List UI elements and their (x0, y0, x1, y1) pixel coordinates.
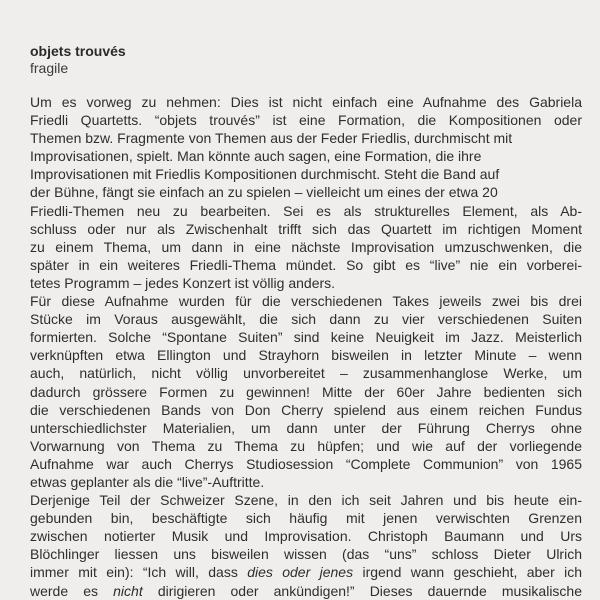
line-text: Improvisationen, spielt. Man könnte auch sagen, eine Formation, die ihre (30, 148, 482, 165)
text-line (30, 256, 582, 274)
line-text: die verschiedenen Bands von Don Cherry spielend aus einem reichen Fundus (30, 401, 582, 418)
line-text: Themen bzw. Fragmente von Themen aus der Feder Friedlis, durchmischt mit (30, 130, 513, 147)
text-line (30, 147, 582, 165)
text-line (30, 437, 582, 455)
document-title: objets trouvés (30, 43, 126, 59)
text-line (30, 419, 582, 437)
text-line (30, 310, 582, 328)
line-text: dirigieren oder ankündigen!” Dieses dauernde musikalische (142, 582, 582, 599)
line-text: etwas geplanter als die “live”-Auftritte. (30, 473, 265, 490)
text-line (30, 346, 582, 364)
line-text: Stücke im Voraus ausgewählt, die sich dann zu vier verschiedenen Suiten (30, 311, 582, 328)
line-text: irgend wann geschieht, aber ich (353, 564, 583, 581)
line-text: Für diese Aufnahme wurden für die verschiedenen Takes jeweils zwei bis drei (30, 293, 582, 310)
line-text: immer mit ein): “Ich will, dass (30, 564, 248, 581)
emphasis-text: nicht (113, 582, 143, 599)
line-text: formierten. Solche “Spontane Suiten” sind keine Neuigkeit im Jazz. Meisterlich (30, 329, 582, 346)
line-text: verknüpften etwa Ellington und Strayhorn bisweilen in letzter Minute – wenn (30, 347, 582, 364)
line-text: unterschiedlichster Materialien, um dann unter der Führung Cherrys ohne (30, 419, 582, 436)
text-line (30, 220, 582, 238)
line-text: schluss oder nur als Zwischenhalt trifft sich das Quartett im richtigen Moment (30, 220, 582, 237)
line-text: auch, natürlich, nicht völlig unvorbereitet – zusammenhanglose Werke, um (30, 365, 582, 382)
line-text: gebunden bin, beschäftigte sich häufig mit jenen verwischten Grenzen (30, 510, 582, 527)
text-line (30, 383, 582, 401)
text-line (30, 491, 582, 509)
text-line (30, 545, 582, 563)
text-line (30, 93, 582, 111)
line-text: der Bühne, fängt sie einfach an zu spielen – vielleicht um eines der etwa 20 (30, 184, 498, 201)
text-line (30, 582, 582, 600)
line-text: Improvisationen mit Friedlis Kompositionen durchmischt. Steht die Band auf (30, 166, 500, 183)
line-text: werde es (30, 582, 114, 599)
line-text: dadurch grössere Formen zu gewinnen! Mitte der 60er Jahre bedienten sich (30, 383, 582, 400)
line-text: Um es vorweg zu nehmen: Dies ist nicht einfach eine Aufnahme des Gabriela (30, 94, 582, 110)
line-text: zu einem Thema, um dann in eine nächste Improvisation umzuschwenken, die (30, 238, 582, 255)
emphasis-text: dies oder jenes (247, 564, 354, 581)
line-text: Blöchlinger liessen uns bisweilen wissen (das “uns” schloss Dieter Ulrich (30, 546, 582, 563)
text-line (30, 455, 582, 473)
document-subtitle: fragile (30, 60, 69, 76)
text-line (30, 202, 582, 220)
text-line (30, 328, 582, 346)
text-line (30, 238, 582, 256)
line-text: Vorwarnung von Thema zu Thema zu hüpfen; und wie auf der vorliegende (30, 437, 582, 454)
text-line (30, 509, 582, 527)
line-text: Friedli Quartetts. “objets trouvés” ist eine Formation, die Kompositionen oder (30, 112, 582, 129)
text-line (30, 364, 582, 382)
text-line (30, 473, 582, 491)
text-line (30, 183, 582, 201)
line-text: später in ein weiteres Friedli-Thema mündet. So gibt es “live” nie ein vorberei- (30, 256, 582, 273)
line-text: Aufnahme war auch Cherrys Studiosession “Complete Communion” von 1965 (30, 455, 582, 472)
line-text: Friedli-Themen neu zu bearbeiten. Sei es als strukturelles Element, als Ab- (30, 202, 582, 219)
body-text (30, 93, 582, 600)
text-line (30, 292, 582, 310)
line-text: zwischen notierter Musik und Improvisation. Christoph Baumann und Urs (30, 528, 582, 545)
text-line (30, 401, 582, 419)
text-line (30, 527, 582, 545)
line-text: Derjenige Teil der Schweizer Szene, in den ich seit Jahren und bis heute ein- (30, 492, 582, 509)
text-line (30, 274, 582, 292)
text-line (30, 563, 582, 581)
text-line (30, 111, 582, 129)
text-line (30, 129, 582, 147)
text-line (30, 165, 582, 183)
line-text: tetes Programm – jedes Konzert ist völlig anders. (30, 274, 336, 291)
